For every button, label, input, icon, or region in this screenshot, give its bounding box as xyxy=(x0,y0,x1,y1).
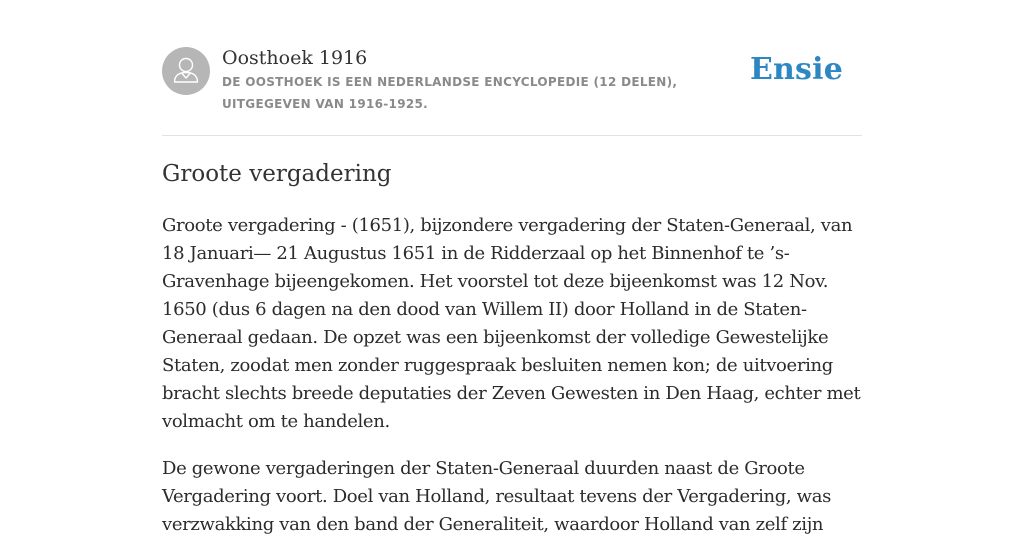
user-icon xyxy=(162,47,210,95)
article-body xyxy=(162,212,862,558)
ensie-logo[interactable]: Ensie xyxy=(749,52,843,87)
source-avatar[interactable] xyxy=(162,47,210,95)
article-title: Groote vergadering xyxy=(162,161,392,187)
source-info xyxy=(222,45,757,115)
article-page xyxy=(162,0,862,535)
source-header xyxy=(162,0,862,136)
source-description: DE OOSTHOEK IS EEN NEDERLANDSE ENCYCLOPEDIE (12 DELEN), UITGEGEVEN VAN 1916-1925. xyxy=(222,75,678,111)
article-paragraph: Groote vergadering - (1651), bijzondere vergadering der Staten-Generaal, van 18 Januari— 21 Augustus 1651 in de Ridderzaal op het Binnenhof te ’s-Gravenhage bijeengekomen. Het voorstel tot deze bijeenkomst was 12 Nov. 1650 (dus 6 dagen na den dood van Willem II) door Holland in de Staten-Generaal gedaan. De opzet was een bijeenkomst der volledige Gewestelijke Staten, zoodat men zonder ruggespraak besluiten nemen kon; de uitvoering bracht slechts breede deputaties der Zeven Gewesten in Den Haag, echter met volmacht om te handelen. xyxy=(162,215,861,432)
article-paragraph: De gewone vergaderingen der Staten-Generaal duurden naast de Groote Vergadering voort. Doel van Holland, resultaat tevens der Vergadering, was verzwakking van den band der Generaliteit, waardoor Holland van zelf zijn xyxy=(162,458,831,535)
source-name-link[interactable]: Oosthoek 1916 xyxy=(222,47,368,69)
